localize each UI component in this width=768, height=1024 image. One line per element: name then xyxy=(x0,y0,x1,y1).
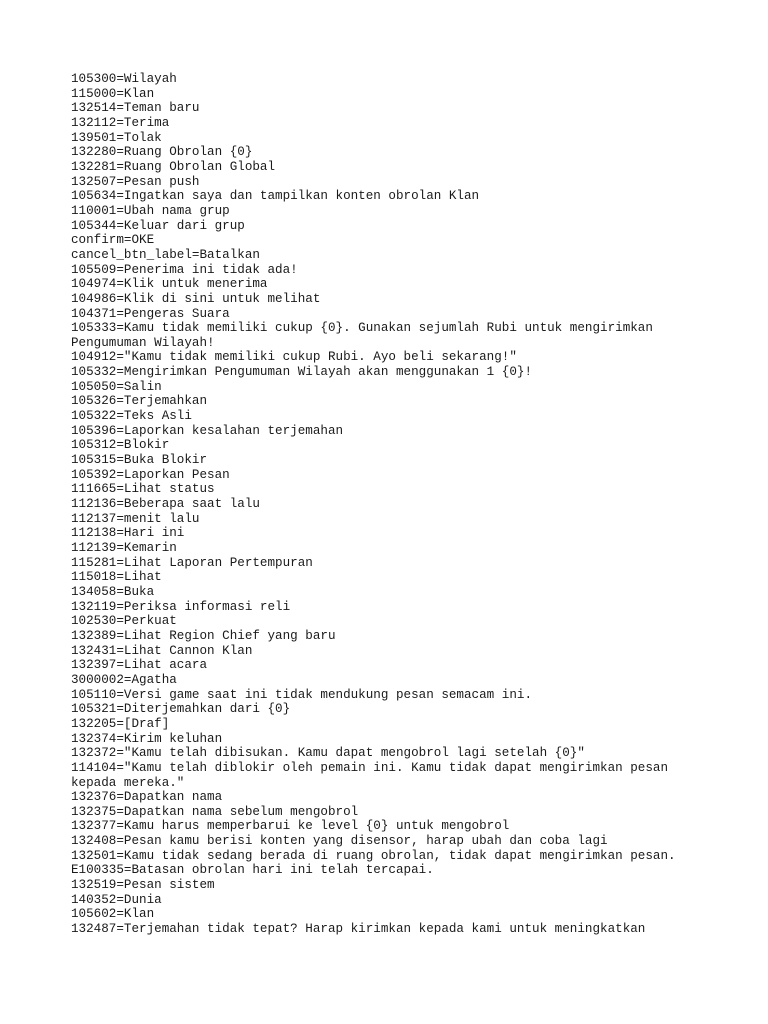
text-line: 115018=Lihat xyxy=(71,570,162,585)
text-line: kepada mereka." xyxy=(71,775,185,790)
text-line: 105344=Keluar dari grup xyxy=(71,218,245,233)
text-line: 112138=Hari ini xyxy=(71,526,185,541)
text-line: 105050=Salin xyxy=(71,379,162,394)
text-line: 105634=Ingatkan saya dan tampilkan konten obrolan Klan xyxy=(71,189,480,204)
text-line: Pengumuman Wilayah! xyxy=(71,335,215,350)
text-line: 102530=Perkuat xyxy=(71,614,177,629)
text-line: 105312=Blokir xyxy=(71,438,170,453)
text-line: 115281=Lihat Laporan Pertempuran xyxy=(71,555,313,570)
text-line: 3000002=Agatha xyxy=(71,672,177,687)
text-line: 105321=Diterjemahkan dari {0} xyxy=(71,702,291,717)
text-line: 104986=Klik di sini untuk melihat xyxy=(71,291,321,306)
text-line: 105509=Penerima ini tidak ada! xyxy=(71,262,298,277)
text-line: 105333=Kamu tidak memiliki cukup {0}. Gunakan sejumlah Rubi untuk mengirimkan xyxy=(71,321,653,336)
text-line: 104974=Klik untuk menerima xyxy=(71,277,268,292)
text-line: confirm=OKE xyxy=(71,233,155,248)
text-line: 132377=Kamu harus memperbarui ke level {0} untuk mengobrol xyxy=(71,819,510,834)
text-line: 132431=Lihat Cannon Klan xyxy=(71,643,253,658)
text-line: 104371=Pengeras Suara xyxy=(71,306,230,321)
text-line: 132281=Ruang Obrolan Global xyxy=(71,159,276,174)
text-line: 132519=Pesan sistem xyxy=(71,878,215,893)
text-line: 132119=Periksa informasi reli xyxy=(71,599,291,614)
text-line: 132389=Lihat Region Chief yang baru xyxy=(71,628,336,643)
text-line: 132514=Teman baru xyxy=(71,101,200,116)
text-line: 105322=Teks Asli xyxy=(71,409,192,424)
text-line: 111665=Lihat status xyxy=(71,482,215,497)
text-line: 132372="Kamu telah dibisukan. Kamu dapat mengobrol lagi setelah {0}" xyxy=(71,746,585,761)
text-line: 132397=Lihat acara xyxy=(71,658,208,673)
text-line: 132507=Pesan push xyxy=(71,174,200,189)
text-line: 105396=Laporkan kesalahan terjemahan xyxy=(71,423,344,438)
text-line: 105315=Buka Blokir xyxy=(71,453,208,468)
text-line: 140352=Dunia xyxy=(71,892,162,907)
text-line: 115000=Klan xyxy=(71,86,155,101)
text-line: 132280=Ruang Obrolan {0} xyxy=(71,145,253,160)
text-line: E100335=Batasan obrolan hari ini telah tercapai. xyxy=(71,863,434,878)
text-line: 132205=[Draf] xyxy=(71,716,170,731)
text-line: 132112=Terima xyxy=(71,115,170,130)
text-line: 105602=Klan xyxy=(71,907,155,922)
text-line: 112137=menit lalu xyxy=(71,511,200,526)
text-line: 114104="Kamu telah diblokir oleh pemain ini. Kamu tidak dapat mengirimkan pesan xyxy=(71,760,669,775)
text-line: 132487=Terjemahan tidak tepat? Harap kirimkan kepada kami untuk meningkatkan xyxy=(71,922,646,937)
text-line: 132374=Kirim keluhan xyxy=(71,731,223,746)
text-line: 132501=Kamu tidak sedang berada di ruang obrolan, tidak dapat mengirimkan pesan. xyxy=(71,848,676,863)
text-line: 134058=Buka xyxy=(71,584,155,599)
text-line: 132408=Pesan kamu berisi konten yang disensor, harap ubah dan coba lagi xyxy=(71,834,608,849)
text-lines xyxy=(71,72,711,937)
text-line: 105392=Laporkan Pesan xyxy=(71,467,230,482)
text-line: 139501=Tolak xyxy=(71,130,162,145)
text-line: 112139=Kemarin xyxy=(71,541,177,555)
text-line: 105326=Terjemahkan xyxy=(71,394,208,409)
text-line: 132375=Dapatkan nama sebelum mengobrol xyxy=(71,804,359,819)
text-line: 104912="Kamu tidak memiliki cukup Rubi. Ayo beli sekarang!" xyxy=(71,350,517,365)
text-line: 110001=Ubah nama grup xyxy=(71,203,230,218)
text-line: 105110=Versi game saat ini tidak mendukung pesan semacam ini. xyxy=(71,687,533,702)
text-line: 132376=Dapatkan nama xyxy=(71,790,223,805)
text-line: 105300=Wilayah xyxy=(71,72,177,86)
text-line: 105332=Mengirimkan Pengumuman Wilayah akan menggunakan 1 {0}! xyxy=(71,365,533,380)
text-line: 112136=Beberapa saat lalu xyxy=(71,497,260,512)
text-line: cancel_btn_label=Batalkan xyxy=(71,247,260,262)
